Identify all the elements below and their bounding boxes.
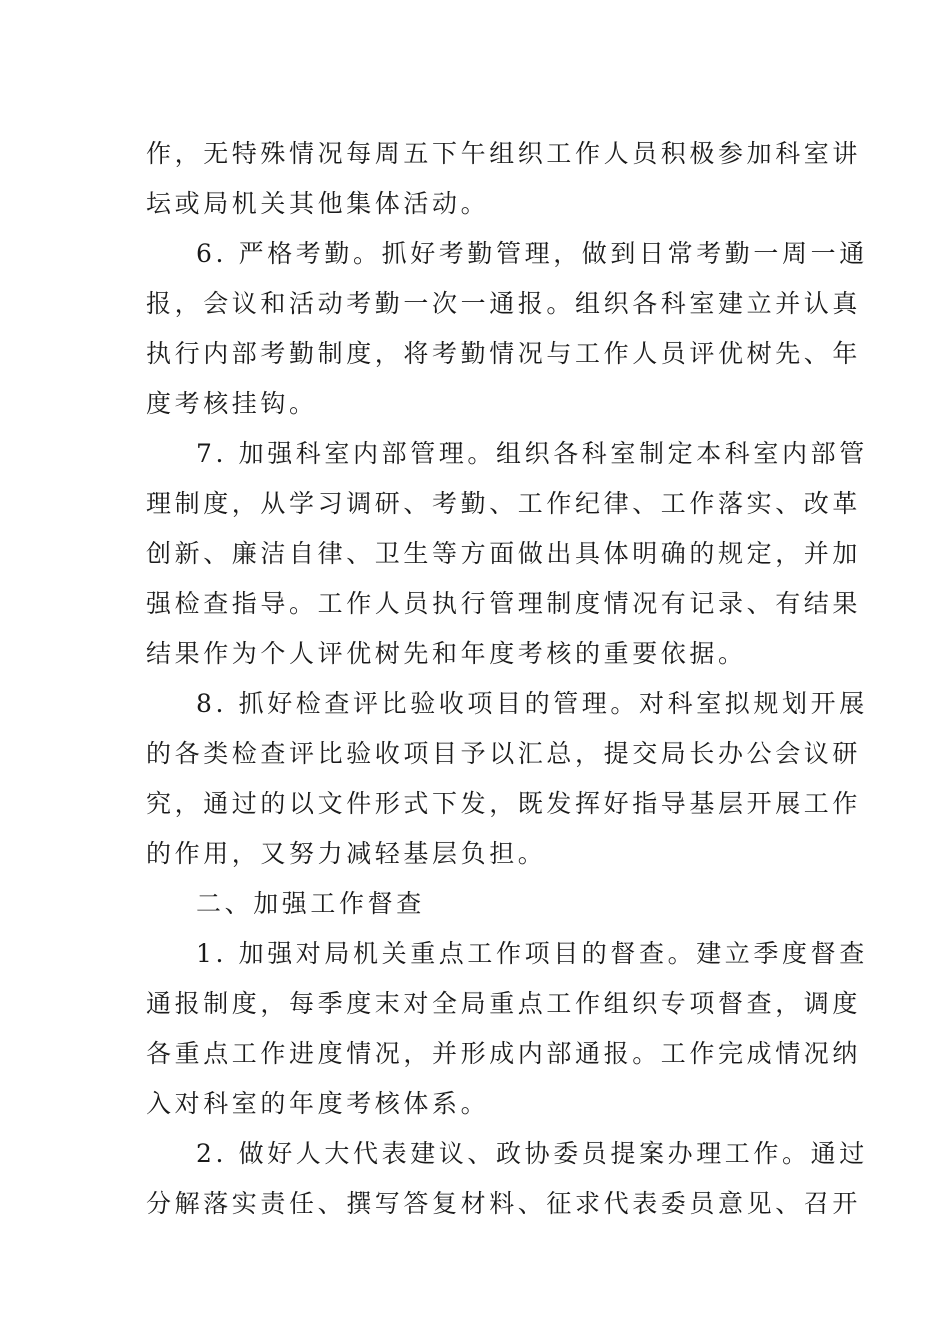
text-line: 坛或局机关其他集体活动。: [146, 189, 490, 218]
text-line: 的作用，又努力减轻基层负担。: [146, 839, 547, 868]
text-line: 理制度，从学习调研、考勤、工作纪律、工作落实、改革: [146, 489, 862, 518]
text-line: 究，通过的以文件形式下发，既发挥好指导基层开展工作: [146, 789, 862, 818]
text-line: 各重点工作进度情况，并形成内部通报。工作完成情况纳: [146, 1039, 862, 1068]
text-line: 分解落实责任、撰写答复材料、征求代表委员意见、召开: [146, 1189, 862, 1218]
paragraph-first-line: 2. 做好人大代表建议、政协委员提案办理工作。通过: [196, 1139, 868, 1168]
text-line: 的各类检查评比验收项目予以汇总，提交局长办公会议研: [146, 739, 862, 768]
paragraph-first-line: 6. 严格考勤。抓好考勤管理，做到日常考勤一周一通: [196, 239, 868, 268]
paragraph-first-line: 8. 抓好检查评比验收项目的管理。对科室拟规划开展: [196, 689, 868, 718]
text-line: 报，会议和活动考勤一次一通报。组织各科室建立并认真: [146, 289, 862, 318]
text-line: 创新、廉洁自律、卫生等方面做出具体明确的规定，并加: [146, 539, 862, 568]
text-line: 强检查指导。工作人员执行管理制度情况有记录、有结果: [146, 589, 862, 618]
paragraph-first-line: 7. 加强科室内部管理。组织各科室制定本科室内部管: [196, 439, 868, 468]
text-line: 度考核挂钩。: [146, 389, 318, 418]
text-line: 作，无特殊情况每周五下午组织工作人员积极参加科室讲: [146, 139, 862, 168]
text-line: 通报制度，每季度末对全局重点工作组织专项督查，调度: [146, 989, 862, 1018]
paragraph-first-line: 1. 加强对局机关重点工作项目的督查。建立季度督查: [196, 939, 868, 968]
text-line: 入对科室的年度考核体系。: [146, 1089, 490, 1118]
text-line: 结果作为个人评优树先和年度考核的重要依据。: [146, 639, 747, 668]
section-heading: 二、加强工作督查: [196, 889, 425, 918]
text-line: 执行内部考勤制度，将考勤情况与工作人员评优树先、年: [146, 339, 862, 368]
